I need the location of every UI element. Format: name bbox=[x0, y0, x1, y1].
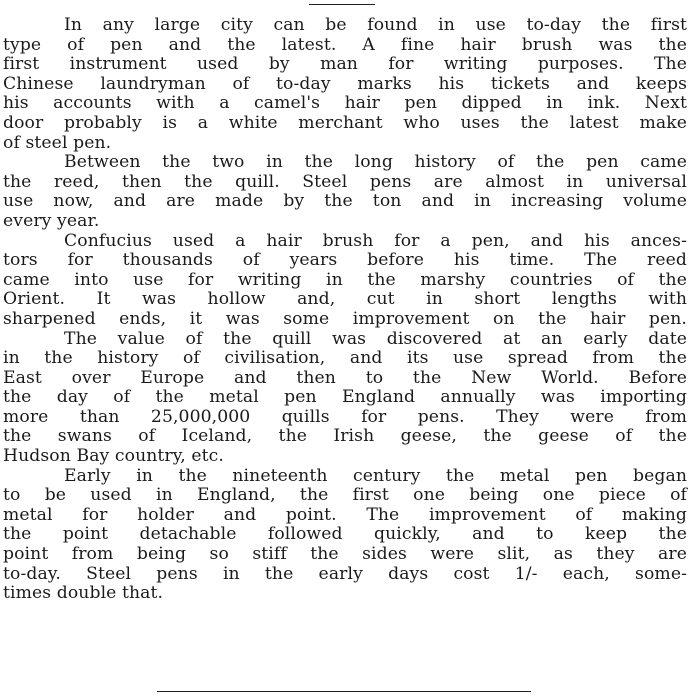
text-line: the swans of Iceland, the Irish geese, the geese of the bbox=[3, 426, 687, 447]
text-line: came into use for writing in the marshy countries of the bbox=[3, 269, 687, 290]
text-line: in the history of civilisation, and its use spread from the bbox=[3, 348, 687, 369]
text-line: Hudson Bay country, etc. bbox=[3, 446, 224, 467]
text-line: the point detachable followed quickly, and to keep the bbox=[3, 524, 687, 545]
text-line: Early in the nineteenth century the metal pen began bbox=[64, 465, 687, 486]
text-line: sharpened ends, it was some improvement on the hair pen. bbox=[3, 308, 687, 329]
text-line: point from being so stiff the sides were slit, as they are bbox=[3, 544, 687, 565]
text-line: Confucius used a hair brush for a pen, and his ances- bbox=[64, 230, 687, 251]
text-line: metal for holder and point. The improvement of making bbox=[3, 504, 687, 525]
text-line: type of pen and the latest. A fine hair brush was the bbox=[3, 34, 687, 55]
top-rule bbox=[309, 4, 375, 5]
text-line: Chinese laundryman of to-day marks his tickets and keeps bbox=[3, 73, 687, 94]
text-line: The value of the quill was discovered at an early date bbox=[64, 328, 687, 349]
text-line: to be used in England, the first one being one piece of bbox=[3, 485, 687, 506]
paragraph bbox=[3, 467, 687, 604]
text-line: every year. bbox=[3, 210, 100, 231]
text-line: the reed, then the quill. Steel pens are almost in universal bbox=[3, 171, 687, 192]
text-line: tors for thousands of years before his time. The reed bbox=[3, 250, 687, 271]
text-line: door probably is a white merchant who uses the latest make bbox=[3, 112, 687, 133]
text-line: Between the two in the long history of the pen came bbox=[64, 152, 687, 173]
text-line: more than 25,000,000 quills for pens. They were from bbox=[3, 406, 687, 427]
text-line: use now, and are made by the ton and in increasing volume bbox=[3, 191, 687, 212]
paragraph bbox=[3, 330, 687, 467]
paragraph bbox=[3, 232, 687, 330]
article-body bbox=[3, 16, 687, 604]
paragraph bbox=[3, 153, 687, 231]
bottom-rule bbox=[157, 691, 531, 692]
paragraph bbox=[3, 16, 687, 153]
text-line: times double that. bbox=[3, 583, 164, 604]
text-line: the day of the metal pen England annually was importing bbox=[3, 387, 687, 408]
text-line: East over Europe and then to the New World. Before bbox=[3, 367, 687, 388]
text-line: Orient. It was hollow and, cut in short lengths with bbox=[3, 289, 687, 310]
text-line: In any large city can be found in use to-day the first bbox=[64, 15, 687, 35]
text-line: his accounts with a camel's hair pen dipped in ink. Next bbox=[3, 93, 687, 114]
text-line: first instrument used by man for writing purposes. The bbox=[3, 54, 687, 75]
text-line: of steel pen. bbox=[3, 132, 112, 153]
text-line: to-day. Steel pens in the early days cost 1/- each, some- bbox=[3, 563, 687, 584]
